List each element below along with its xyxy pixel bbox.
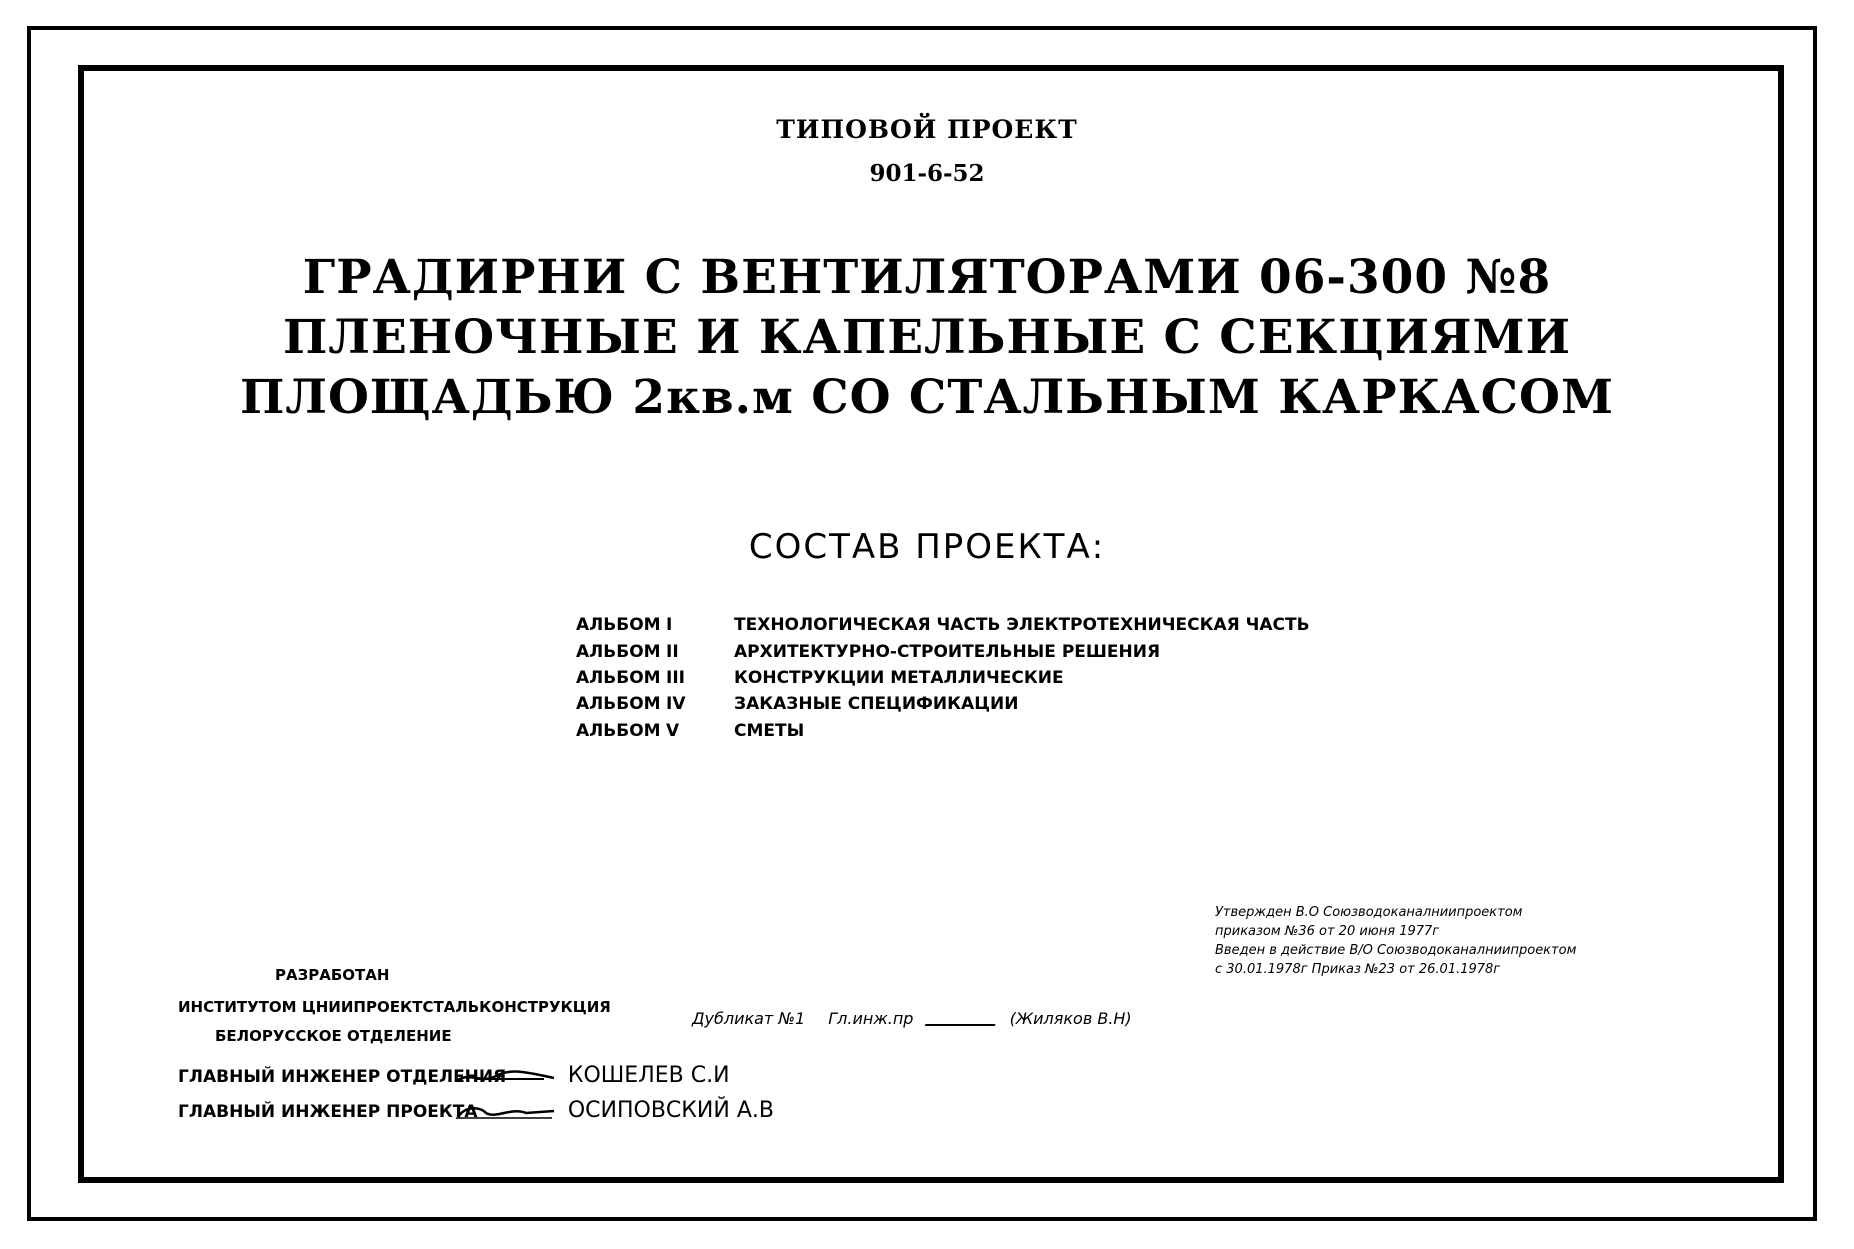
signature-role: ГЛАВНЫЙ ИНЖЕНЕР ОТДЕЛЕНИЯ	[178, 1067, 507, 1087]
handwritten-signature	[456, 1105, 556, 1119]
signature-name: КОШЕЛЕВ С.И	[567, 1063, 730, 1088]
duplicate-role: Гл.инж.пр	[828, 1009, 914, 1028]
album-description: ТЕХНОЛОГИЧЕСКАЯ ЧАСТЬ ЭЛЕКТРОТЕХНИЧЕСКАЯ ЧАСТЬ	[734, 615, 1310, 635]
album-label: АЛЬБОМ	[576, 721, 661, 741]
developer-heading: РАЗРАБОТАН	[275, 966, 390, 984]
album-label: АЛЬБОМ	[576, 694, 661, 714]
signature-row	[178, 1098, 774, 1123]
album-row	[576, 694, 1018, 714]
handwritten-signature	[456, 1070, 556, 1084]
title-line-1: ГРАДИРНИ С ВЕНТИЛЯТОРАМИ 06-300 №8	[302, 250, 1552, 305]
album-row	[576, 642, 1160, 662]
album-number: III	[666, 668, 685, 688]
approval-note-line: приказом №36 от 20 июня 1977г	[1215, 924, 1440, 939]
album-description: ЗАКАЗНЫЕ СПЕЦИФИКАЦИИ	[734, 694, 1019, 714]
project-code: 901-6-52	[869, 160, 985, 187]
album-number: I	[666, 615, 673, 635]
album-row	[576, 668, 1064, 688]
approval-note-line: с 30.01.1978г Приказ №23 от 26.01.1978г	[1215, 962, 1501, 977]
album-label: АЛЬБОМ	[576, 615, 661, 635]
album-number: IV	[666, 694, 686, 714]
album-row	[576, 615, 1310, 635]
composition-heading: СОСТАВ ПРОЕКТА:	[748, 527, 1106, 567]
album-label: АЛЬБОМ	[576, 642, 661, 662]
title-line-2: ПЛЕНОЧНЫЕ И КАПЕЛЬНЫЕ С СЕКЦИЯМИ	[283, 310, 1571, 365]
developer-branch: БЕЛОРУССКОЕ ОТДЕЛЕНИЕ	[215, 1027, 452, 1045]
signature-row	[178, 1063, 730, 1088]
duplicate-signature	[924, 1014, 998, 1026]
album-description: СМЕТЫ	[734, 721, 805, 741]
album-description: АРХИТЕКТУРНО-СТРОИТЕЛЬНЫЕ РЕШЕНИЯ	[734, 642, 1161, 662]
approval-note-line: Введен в действие В/О Союзводоканалниипроектом	[1215, 943, 1577, 958]
developer-institute: ИНСТИТУТОМ ЦНИИПРОЕКТСТАЛЬКОНСТРУКЦИЯ	[178, 998, 611, 1016]
duplicate-name: (Жиляков В.Н)	[1009, 1009, 1132, 1028]
approval-note-line: Утвержден В.О Союзводоканалниипроектом	[1215, 905, 1523, 920]
album-number: V	[666, 721, 680, 741]
album-number: II	[666, 642, 679, 662]
album-row	[576, 721, 804, 741]
album-description: КОНСТРУКЦИИ МЕТАЛЛИЧЕСКИЕ	[734, 668, 1064, 688]
duplicate-label: Дубликат №1	[692, 1009, 806, 1028]
duplicate-stamp	[692, 1009, 1132, 1028]
album-label: АЛЬБОМ	[576, 668, 661, 688]
signature-role: ГЛАВНЫЙ ИНЖЕНЕР ПРОЕКТА	[178, 1102, 478, 1122]
signature-name: ОСИПОВСКИЙ А.В	[567, 1098, 774, 1123]
title-line-3: ПЛОЩАДЬЮ 2кв.м СО СТАЛЬНЫМ КАРКАСОМ	[240, 370, 1614, 425]
project-type: ТИПОВОЙ ПРОЕКТ	[776, 115, 1078, 144]
